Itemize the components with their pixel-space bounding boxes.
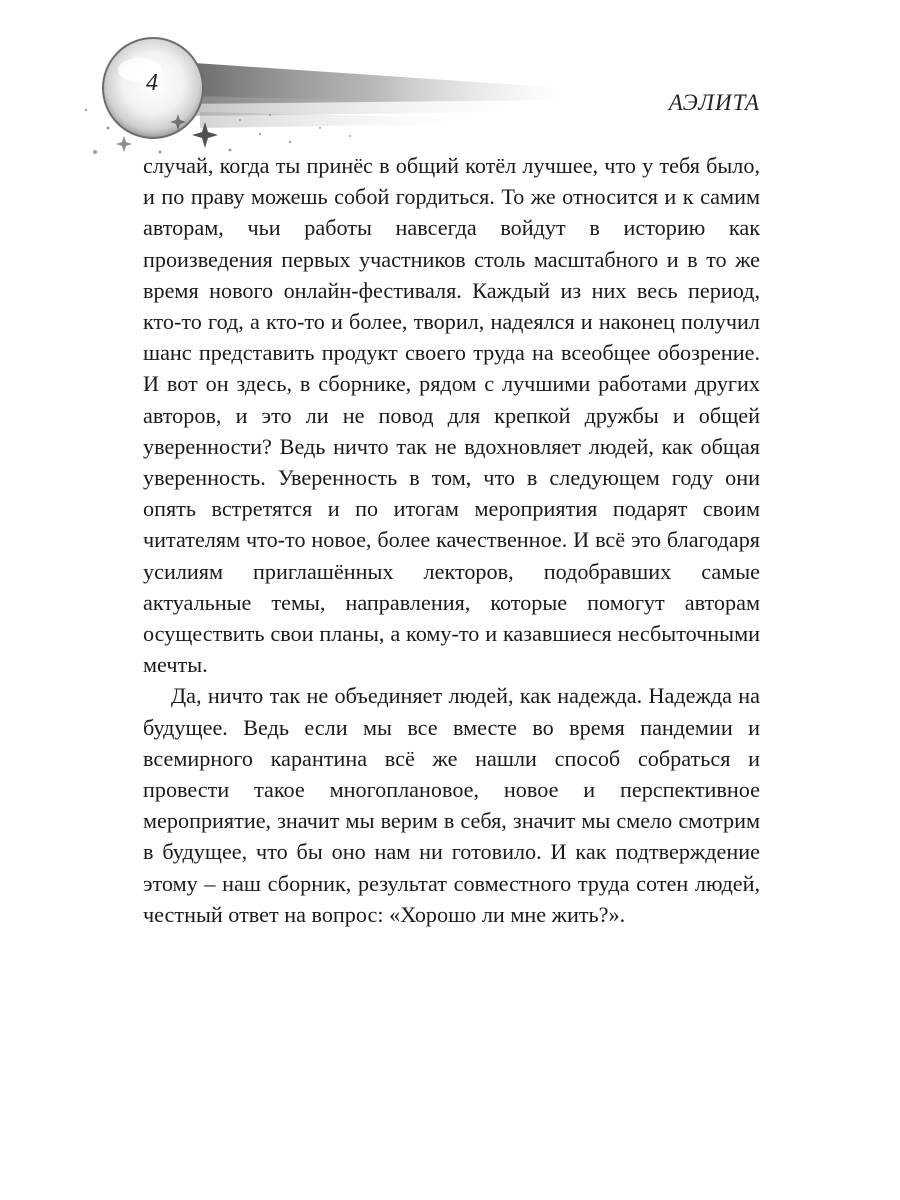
body-text: [143, 150, 760, 930]
running-title: АЭЛИТА: [668, 90, 760, 115]
paragraph: случай, когда ты принёс в общий котёл лучшее, что у тебя было, и по праву можешь собой гордиться. То же относится и к самим авторам, чьи работы навсегда войдут в историю как произведения первых участников столь масштабного и в то же время нового онлайн-фестиваля. Каждый из них весь период, кто-то год, а кто-то и более, творил, надеялся и наконец получил шанс представить продукт своего труда на всеобщее обозрение. И вот он здесь, в сборнике, рядом с лучшими работами других авторов, и это ли не повод для крепкой дружбы и общей уверенности? Ведь ничто так не вдохновляет людей, как общая уверенность. Уверенность в том, что в следующем году они опять встретятся и по итогам мероприятия подарят своим читателям что-то новое, более качественное. И всё это благодаря усилиям приглашённых лекторов, подобравших самые актуальные темы, направления, которые помогут авторам осуществить свои планы, а кому-то и казавшиеся несбыточными мечты.: [143, 153, 760, 678]
page-number: 4: [146, 70, 158, 96]
paragraph: Да, ничто так не объединяет людей, как надежда. Надежда на будущее. Ведь если мы все вместе во время пандемии и всемирного карантина всё же нашли способ собраться и провести такое многоплановое, новое и перспективное мероприятие, значит мы верим в себя, значит мы смело смотрим в будущее, что бы оно нам ни готовило. И как подтверждение этому – наш сборник, результат совместного труда сотен людей, честный ответ на вопрос: «Хорошо ли мне жить?».: [143, 683, 760, 927]
